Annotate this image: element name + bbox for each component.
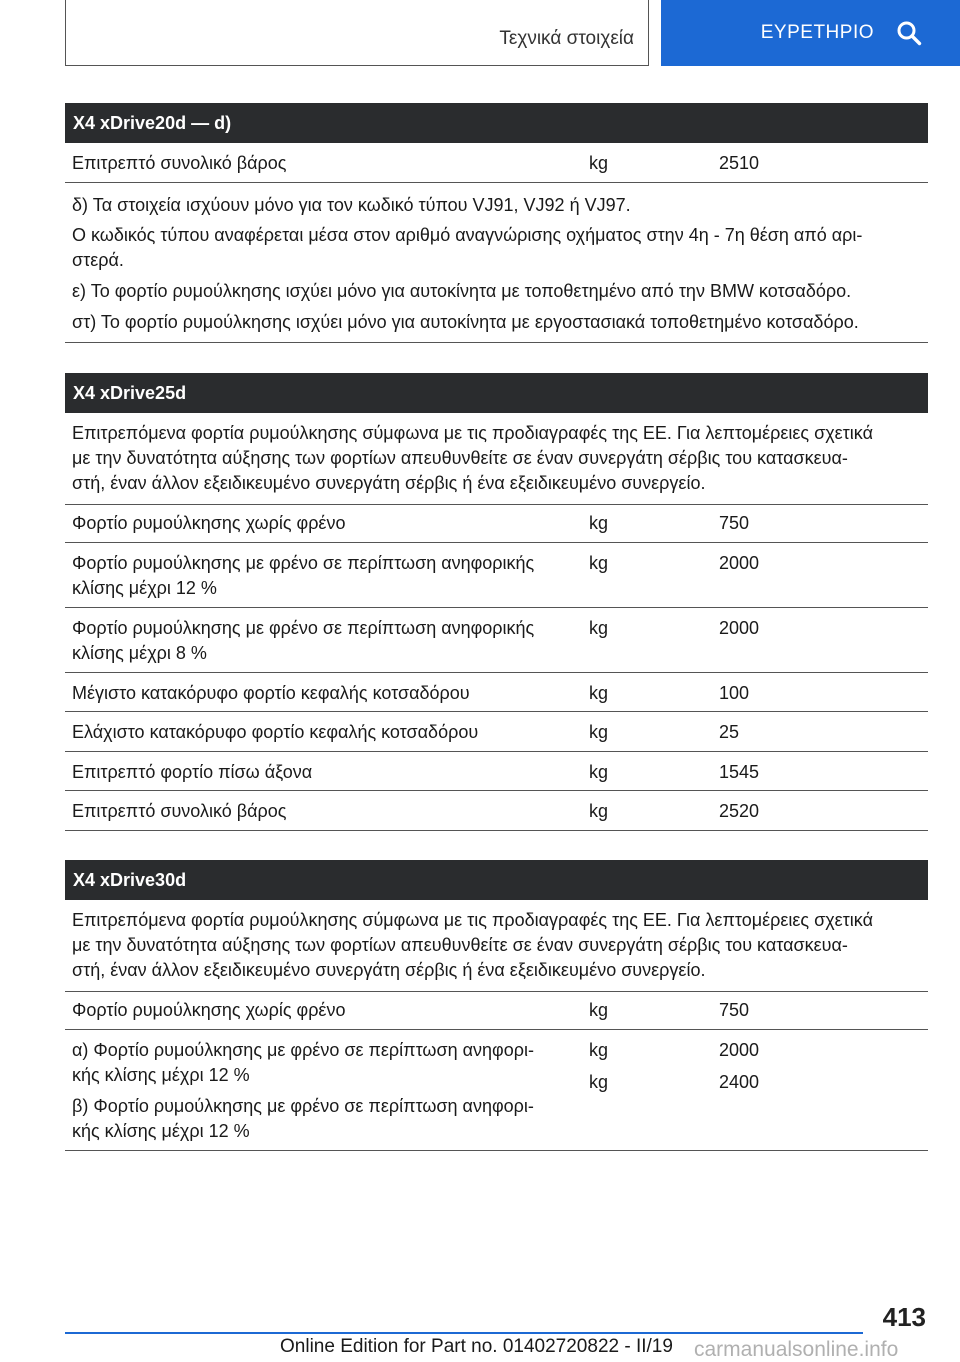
footnote-st: στ) Το φορτίο ρυμούλκησης ισχύει μόνο για αυτοκίνητα με εργοστασιακά τοποθετημένο κοτσαδόρο. [72,312,859,332]
row-value: 750 [719,513,750,533]
row-unit-b: kg [589,1072,609,1092]
row-value: 2510 [719,153,760,173]
intro-line: με την δυνατότητα αύξησης των φορτίων απευθυνθείτε σε έναν συνεργάτη σέρβις του κατασκευα- [72,935,848,955]
row-label: Ελάχιστο κατακόρυφο φορτίο κεφαλής κοτσαδόρου [72,722,479,742]
row-value: 25 [719,722,740,742]
section-xdrive20d [65,103,928,343]
row-label: Επιτρεπτό συνολικό βάρος [72,153,287,173]
table-row [65,143,928,183]
chapter-title: Τεχνικά στοιχεία [499,28,634,49]
row-label: Φορτίο ρυμούλκησης με φρένο σε περίπτωση ανηφορικής [72,618,535,638]
table-row [65,712,928,752]
intro-line: με την δυνατότητα αύξησης των φορτίων απευθυνθείτε σε έναν συνεργάτη σέρβις του κατασκευα- [72,448,848,468]
table-row [65,992,928,1030]
footnote-d: δ) Τα στοιχεία ισχύουν μόνο για τον κωδικό τύπου VJ91, VJ92 ή VJ97. [72,195,631,215]
section-title: X4 xDrive20d — d) [65,103,928,143]
row-unit: kg [589,762,609,782]
index-label: ΕΥΡΕΤΗΡΙΟ [760,22,874,43]
footnote-e: ε) Το φορτίο ρυμούλκησης ισχύει μόνο για αυτοκίνητα με τοποθετημένο από την BMW κοτσαδόρο. [72,281,852,301]
row-label-cont: κλίσης μέχρι 8 % [72,643,207,663]
row-value-b: 2400 [719,1072,760,1092]
row-unit: kg [589,618,609,638]
footnotes [65,183,928,343]
table-row [65,1030,928,1151]
watermark: carmanualsonline.info [694,1338,899,1361]
row-label-cont: κλίσης μέχρι 12 % [72,578,217,598]
row-value: 2000 [719,618,760,638]
table-row [65,505,928,543]
footnote-d-detail-cont: στερά. [72,250,124,270]
row-unit: kg [589,801,609,821]
section-intro [65,900,928,992]
page-number: 413 [882,1302,926,1332]
row-unit: kg [589,1000,609,1020]
row-label: Φορτίο ρυμούλκησης με φρένο σε περίπτωση ανηφορικής [72,553,535,573]
row-value: 750 [719,1000,750,1020]
row-label-b-cont: κής κλίσης μέχρι 12 % [72,1121,250,1141]
row-label-a: α) Φορτίο ρυμούλκησης με φρένο σε περίπτωση ανηφορι- [72,1040,534,1060]
row-value: 2000 [719,553,760,573]
table-row [65,543,928,608]
intro-line: Επιτρεπόμενα φορτία ρυμούλκησης σύμφωνα με τις προδιαγραφές της ΕΕ. Για λεπτομέρειες σχετικά [72,910,873,930]
row-value: 1545 [719,762,760,782]
row-label: Επιτρεπτό φορτίο πίσω άξονα [72,762,313,782]
row-label-b: β) Φορτίο ρυμούλκησης με φρένο σε περίπτωση ανηφορι- [72,1096,534,1116]
row-value: 100 [719,683,750,703]
edition-text: Online Edition for Part no. 01402720822 - II/19 [280,1336,673,1357]
intro-line: στή, έναν άλλον εξειδικευμένο συνεργάτη σέρβις ή ένα εξειδικευμένο συνεργείο. [72,960,706,980]
footnote-d-detail: Ο κωδικός τύπου αναφέρεται μέσα στον αριθμό αναγνώρισης οχήματος στην 4η - 7η θέση από αρι- [72,225,863,245]
row-value-a: 2000 [719,1040,760,1060]
row-value: 2520 [719,801,760,821]
table-row [65,608,928,673]
section-xdrive30d [65,860,928,1151]
row-unit: kg [589,553,609,573]
row-label-a-cont: κής κλίσης μέχρι 12 % [72,1065,250,1085]
section-title: X4 xDrive30d [65,860,928,900]
row-label: Φορτίο ρυμούλκησης χωρίς φρένο [72,1000,346,1020]
section-xdrive25d [65,373,928,831]
footer-divider [65,1332,863,1334]
table-row [65,791,928,831]
row-unit-a: kg [589,1040,609,1060]
chapter-tab[interactable] [65,0,649,66]
intro-line: στή, έναν άλλον εξειδικευμένο συνεργάτη σέρβις ή ένα εξειδικευμένο συνεργείο. [72,473,706,493]
row-unit: kg [589,153,609,173]
intro-line: Επιτρεπόμενα φορτία ρυμούλκησης σύμφωνα με τις προδιαγραφές της ΕΕ. Για λεπτομέρειες σχετικά [72,423,873,443]
index-button[interactable] [661,0,960,66]
table-row [65,752,928,791]
row-label: Φορτίο ρυμούλκησης χωρίς φρένο [72,513,346,533]
row-unit: kg [589,683,609,703]
section-intro [65,413,928,505]
table-row [65,673,928,712]
search-icon [896,20,922,46]
row-label: Επιτρεπτό συνολικό βάρος [72,801,287,821]
section-title: X4 xDrive25d [65,373,928,413]
row-label: Μέγιστο κατακόρυφο φορτίο κεφαλής κοτσαδόρου [72,683,470,703]
row-unit: kg [589,513,609,533]
row-unit: kg [589,722,609,742]
